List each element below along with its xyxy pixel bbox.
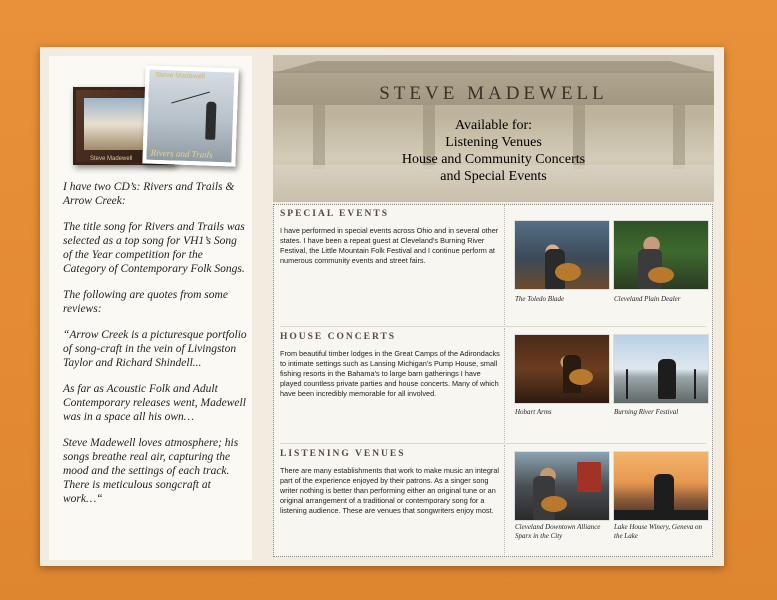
left-sidebar (49, 56, 252, 560)
page-card (40, 47, 724, 566)
vh1-note: The title song for Rivers and Trails was selected as a top song for VH1’s Song of the Year competition for the Category of Contemporary Folk Songs. (63, 221, 245, 275)
content-panel (273, 204, 713, 557)
photo-burning-river-festival (614, 335, 708, 403)
photo-caption: Lake House Winery, Geneva on the Lake (614, 523, 703, 540)
section-body: I have performed in special events across Ohio and in several other states. I have been a repeat guest at Cleveland’s Burning River Festival, the Little Mountain Folk Festival and I continue perform at numerous community events and street fairs. (280, 226, 499, 265)
photo-cleveland-plain-dealer (614, 221, 708, 289)
availability-list (273, 117, 714, 185)
header-banner (273, 55, 714, 202)
photo-hobart-arms (515, 335, 609, 403)
section-house-concerts (274, 328, 712, 442)
section-separator (280, 326, 706, 327)
photo-caption: Hobart Arms (515, 408, 552, 416)
section-title: LISTENING VENUES (280, 449, 406, 459)
cd-back-label: Steve Madewell (90, 156, 133, 162)
availability-item: and Special Events (440, 169, 547, 184)
photo-caption: The Toledo Blade (515, 295, 565, 303)
section-title: HOUSE CONCERTS (280, 332, 397, 342)
section-divider (504, 328, 506, 442)
photo-caption: Cleveland Plain Dealer (614, 295, 681, 303)
availability-heading: Available for: (454, 118, 533, 133)
section-divider (504, 205, 506, 325)
cd-cover-rivers-and-trails (142, 65, 238, 166)
cd-intro: I have two CD’s: Rivers and Trails & Arrow Creek: (63, 181, 235, 207)
section-title: SPECIAL EVENTS (280, 209, 390, 219)
availability-item: House and Community Concerts (401, 152, 586, 167)
fisherman-figure (205, 102, 216, 140)
cd-front-title: Steve Madewell (155, 71, 205, 81)
review-quote-3: Steve Madewell loves atmosphere; his songs breathe real air, capturing the mood and the settings of each track. There is meticulous songcraft at work…“ (63, 437, 239, 505)
section-body: There are many establishments that work to make music an integral part of the experience enjoyed by their patrons. As a singer song writer nothing is better than performing either an original tune or an original arrangement of a traditional or contemporary song for a listening audience. These are venues that songwriters enjoy most. (280, 466, 500, 515)
photo-sparx-in-the-city (515, 452, 609, 520)
section-separator (280, 443, 706, 444)
photo-caption: Cleveland Downtown Alliance Sparx in the City (515, 523, 601, 540)
review-quote-1: “Arrow Creek is a picturesque portfolio of song-craft in the vein of Livingston Taylor and Richard Shindell... (63, 329, 247, 369)
reviews-intro: The following are quotes from some reviews: (63, 289, 228, 315)
section-divider (504, 445, 506, 555)
site-title: STEVE MADEWELL (379, 83, 608, 104)
section-special-events (274, 205, 712, 325)
cd-front-subtitle: Rivers and Trails (150, 147, 213, 160)
section-body: From beautiful timber lodges in the Great Camps of the Adirondacks to intimate settings such as Lansing Michigan’s Pump House, small fishing resorts in the Bahama’s to large barn gatherings I have played countless private parties and house concerts. Many of which have been incredibly memorable for all involved. (280, 349, 500, 398)
cd-description (63, 180, 247, 518)
photo-caption: Burning River Festival (614, 408, 679, 416)
fishing-rod-graphic (171, 92, 210, 104)
photo-lake-house-winery (614, 452, 708, 520)
review-quote-2: As far as Acoustic Folk and Adult Contemporary releases went, Madewell was in a space all his own… (63, 383, 246, 423)
photo-toledo-blade (515, 221, 609, 289)
availability-item: Listening Venues (445, 135, 542, 150)
section-listening-venues (274, 445, 712, 555)
